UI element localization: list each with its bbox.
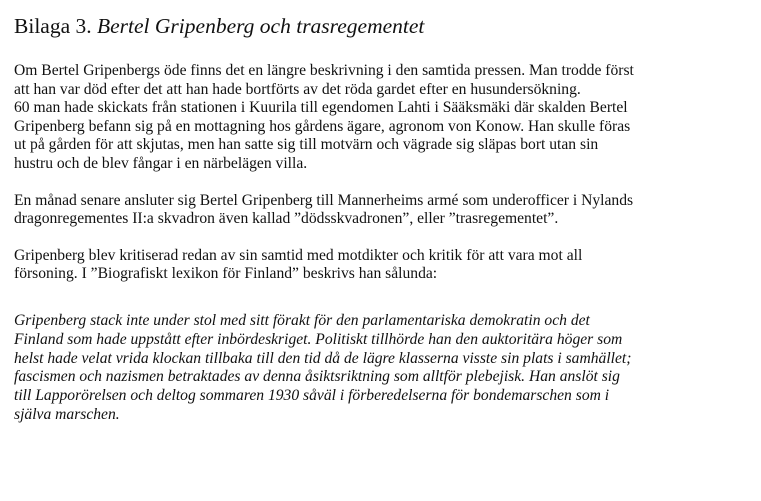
quote-line: till Lapporörelsen och deltog sommaren 1930 såväl i förberedelserna för bondemarschen som i	[14, 387, 610, 405]
document-page	[14, 12, 754, 425]
paragraph-spacer	[14, 284, 754, 312]
quote-line: helst hade velat vrida klockan tillbaka till den tid då de lägre klasserna visste sin plats i samhället;	[14, 349, 632, 367]
biography-quote	[14, 312, 754, 425]
text-line: dragonregementes II:a skvadron även kallad ”dödsskvadronen”, eller ”trasregementet”.	[14, 210, 559, 228]
text-line: hustru och de blev fångar i en närbelägen villa.	[14, 154, 308, 172]
document-heading	[14, 12, 754, 40]
paragraph-spacer	[14, 174, 754, 192]
text-line: Gripenberg befann sig på en mottagning hos gårdens ägare, agronom von Konow. Han skulle föras	[14, 117, 631, 135]
text-line: Gripenberg blev kritiserad redan av sin samtid med motdikter och kritik för att vara mot all	[14, 246, 583, 264]
paragraph-spacer	[14, 229, 754, 247]
heading-title: Bertel Gripenberg och trasregementet	[97, 14, 425, 38]
text-line: 60 man hade skickats från stationen i Kuurila till egendomen Lahti i Sääksmäki där skalden Bertel	[14, 99, 628, 117]
text-line: Om Bertel Gripenbergs öde finns det en längre beskrivning i den samtida pressen. Man trodde först	[14, 62, 634, 79]
text-line: att han var död efter det att han hade bortförts av det röda gardet efter en husundersökning.	[14, 80, 581, 98]
text-line: En månad senare ansluter sig Bertel Gripenberg till Mannerheims armé som underofficer i Nylands	[14, 191, 634, 209]
text-line: försoning. I ”Biografiskt lexikon för Finland” beskrivs han sålunda:	[14, 265, 438, 283]
quote-line: fascismen och nazismen betraktades av denna åsiktsriktning som alltför plebejisk. Han anslöt sig	[14, 368, 620, 386]
paragraph-criticism	[14, 247, 754, 284]
paragraph-mannerheim-army	[14, 192, 754, 229]
quote-line: Finland som hade uppstått efter inbördeskriget. Politiskt tillhörde han den auktoritära höger som	[14, 330, 623, 348]
paragraph-gripenberg-fate	[14, 62, 754, 174]
quote-line: Gripenberg stack inte under stol med sitt förakt för den parlamentariska demokratin och det	[14, 311, 590, 329]
quote-line: själva marschen.	[14, 405, 120, 423]
text-line: ut på gården för att skjutas, men han satte sig till motvärn och vägrade sig släpas bort utan sin	[14, 136, 599, 154]
heading-prefix: Bilaga 3.	[14, 14, 92, 38]
